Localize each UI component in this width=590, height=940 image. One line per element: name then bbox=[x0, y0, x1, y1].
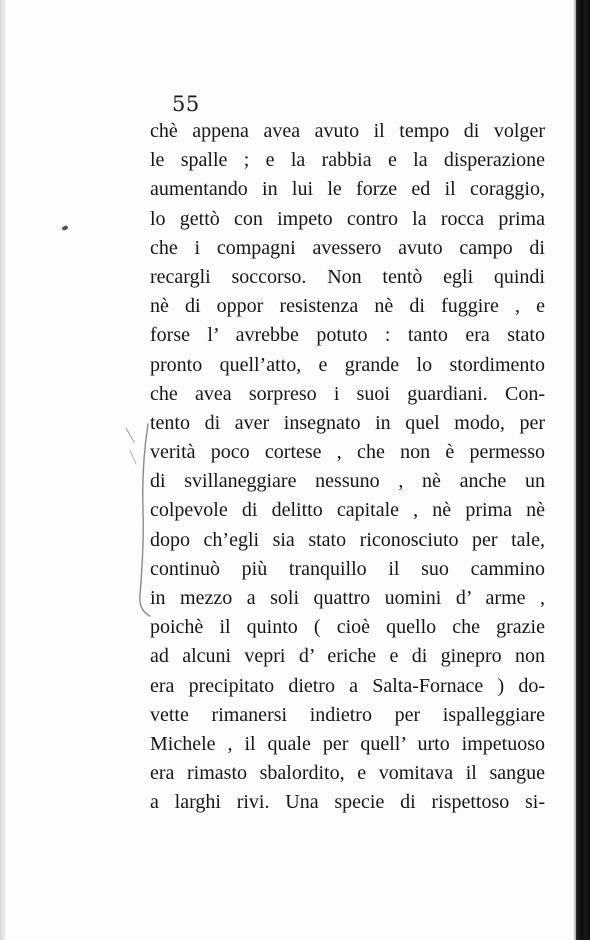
page-number: 55 bbox=[172, 92, 200, 116]
text-line: recargli soccorso. Non tentò egli quindi bbox=[150, 265, 545, 288]
text-line: lo gettò con impeto contro la rocca prima bbox=[150, 207, 545, 230]
text-line: vette rimanersi indietro per ispalleggiare bbox=[150, 703, 545, 726]
text-line: Michele , il quale per quell’ urto impetuoso bbox=[150, 732, 545, 755]
text-line: dopo ch’egli sia stato riconosciuto per tale, bbox=[150, 528, 545, 551]
text-line: aumentando in lui le forze ed il coraggio, bbox=[150, 178, 545, 201]
text-line: che i compagni avessero avuto campo di bbox=[150, 236, 545, 259]
text-line: colpevole di delitto capitale , nè prima nè bbox=[150, 499, 545, 522]
text-line: ad alcuni vepri d’ eriche e di ginepro non bbox=[150, 645, 545, 668]
text-line: in mezzo a soli quattro uomini d’ arme , bbox=[150, 587, 545, 609]
binding-edge bbox=[576, 0, 590, 940]
text-line: poichè il quinto ( cioè quello che grazie bbox=[150, 616, 545, 639]
ink-speck bbox=[61, 225, 68, 231]
text-line: pronto quell’atto, e grande lo stordimento bbox=[150, 353, 545, 376]
text-line: a larghi rivi. Una specie di rispettoso si- bbox=[150, 791, 545, 814]
text-line: chè appena avea avuto il tempo di volger bbox=[150, 120, 545, 142]
text-line: continuò più tranquillo il suo cammino bbox=[150, 557, 545, 580]
text-line: tento di aver insegnato in quel modo, per bbox=[150, 411, 545, 434]
text-line: di svillaneggiare nessuno , nè anche un bbox=[150, 470, 545, 493]
text-line: verità poco cortese , che non è permesso bbox=[150, 441, 545, 464]
page-left-edge bbox=[0, 0, 6, 940]
text-line: forse l’ avrebbe potuto : tanto era stato bbox=[150, 324, 545, 347]
text-line: che avea sorpreso i suoi guardiani. Con- bbox=[150, 382, 545, 405]
text-line: era precipitato dietro a Salta-Fornace ) do- bbox=[150, 674, 545, 697]
text-line: nè di oppor resistenza nè di fuggire , e bbox=[150, 295, 545, 318]
text-line: le spalle ; e la rabbia e la disperazione bbox=[150, 149, 545, 172]
text-line: era rimasto sbalordito, e vomitava il sangue bbox=[150, 762, 545, 785]
text-block bbox=[150, 117, 545, 818]
